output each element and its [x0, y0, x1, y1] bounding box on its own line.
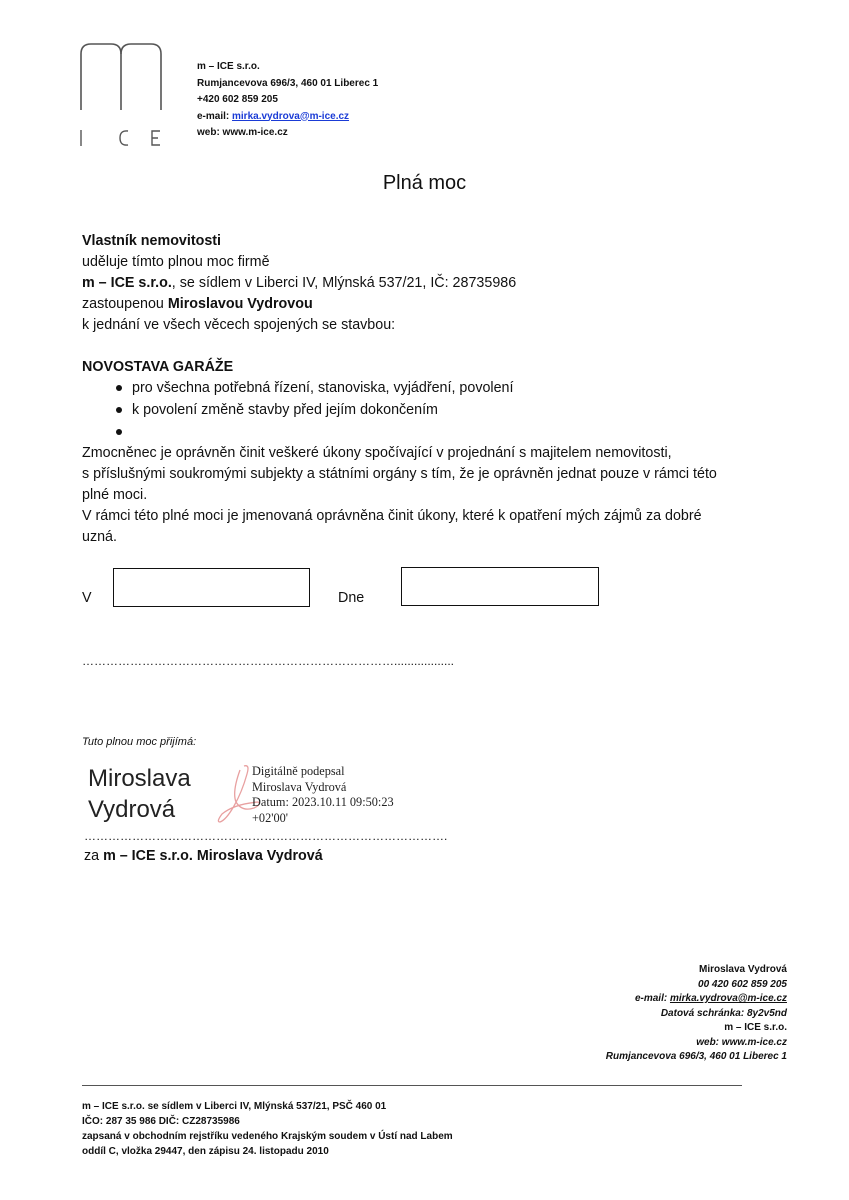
- contact-company: m – ICE s.r.o.: [724, 1022, 787, 1033]
- signed-by-prefix: za: [84, 848, 104, 864]
- footer-line: zapsaná v obchodním rejstříku vedeného Krajským soudem v Ústí nad Labem: [82, 1131, 453, 1142]
- footer-divider: [82, 1085, 742, 1086]
- represented-prefix: zastoupenou: [82, 296, 168, 312]
- footer-line: m – ICE s.r.o. se sídlem v Liberci IV, Mlýnská 537/21, PSČ 460 01: [82, 1101, 387, 1112]
- signature-detail-line: Digitálně podepsal: [252, 764, 345, 778]
- represented-name: Miroslavou Vydrovou: [167, 296, 313, 312]
- header-email-label: e-mail:: [197, 110, 233, 122]
- header-contact: [197, 59, 378, 142]
- paragraph-line: V rámci této plné moci je jmenovaná oprávněna činit úkony, které k opatření mých zájmů za dobré: [82, 508, 702, 524]
- signer-first-name: Miroslava: [88, 765, 191, 792]
- represented-line: [82, 294, 802, 315]
- document-title: Plná moc: [382, 172, 467, 194]
- contact-web: web: www.m-ice.cz: [696, 1036, 787, 1048]
- paragraph-line: plné moci.: [82, 487, 148, 503]
- signer-last-name: Vydrová: [88, 796, 176, 823]
- contact-phone: 00 420 602 859 205: [698, 978, 787, 990]
- list-item-text: pro všechna potřebná řízení, stanoviska, vyjádření, povolení: [132, 380, 514, 396]
- header-web: web: www.m-ice.cz: [197, 127, 288, 138]
- place-field[interactable]: [113, 568, 310, 607]
- signature-line-agent: ……………………………………………………………………………….: [84, 829, 448, 843]
- signature-line-owner: ……………………………………………………………………..................: [82, 654, 455, 668]
- footer-line: oddíl C, vložka 29447, den zápisu 24. listopadu 2010: [82, 1146, 329, 1157]
- header-company: m – ICE s.r.o.: [197, 61, 260, 72]
- header-email-row: [197, 109, 378, 126]
- place-label: V: [82, 590, 92, 606]
- list-item: [116, 377, 513, 399]
- intro-line-2: uděluje tímto plnou moc firmě: [82, 254, 270, 270]
- acceptance-label: Tuto plnou moc přijímá:: [82, 736, 197, 748]
- project-heading: NOVOSTAVA GARÁŽE: [82, 359, 234, 375]
- signature-detail-line: Datum: 2023.10.11 09:50:23: [252, 795, 394, 809]
- date-label: Dne: [338, 590, 365, 606]
- contact-address: Rumjancevova 696/3, 460 01 Liberec 1: [605, 1051, 787, 1062]
- contact-name: Miroslava Vydrová: [698, 964, 787, 975]
- signature-detail-line: Miroslava Vydrová: [252, 779, 347, 794]
- signature-detail-line: +02'00': [252, 810, 288, 825]
- paragraph-line: s příslušnými soukromými subjekty a státními orgány s tím, že je oprávněn jednat pouze v rámci této: [82, 466, 717, 482]
- contact-block: [606, 963, 787, 1065]
- company-details: , se sídlem v Liberci IV, Mlýnská 537/21, IČ: 28735986: [171, 275, 517, 291]
- signed-by: [84, 848, 323, 864]
- list-item: [116, 421, 513, 443]
- intro-block: [82, 231, 802, 378]
- header-phone: +420 602 859 205: [197, 94, 278, 105]
- header-address: Rumjancevova 696/3, 460 01 Liberec 1: [197, 77, 379, 89]
- bullet-icon: [116, 407, 122, 413]
- list-item: [116, 399, 513, 421]
- footer: [82, 1099, 453, 1159]
- contact-email-row: [606, 992, 787, 1007]
- header-email-link[interactable]: mirka.vydrova@m-ice.cz: [232, 110, 350, 122]
- authorization-paragraph: [82, 443, 812, 548]
- owner-heading: Vlastník nemovitosti: [82, 233, 222, 249]
- contact-email-label: e-mail:: [634, 993, 670, 1004]
- paragraph-line: Zmocněnec je oprávněn činit veškeré úkony spočívající v projednání s majitelem nemovitosti,: [82, 445, 672, 461]
- intro-line-5: k jednání ve všech věcech spojených se stavbou:: [82, 317, 396, 333]
- list-item-text: k povolení změně stavby před jejím dokončením: [132, 402, 438, 418]
- contact-email-link[interactable]: mirka.vydrova@m-ice.cz: [669, 993, 787, 1004]
- contact-databox: Datová schránka: 8y2v5nd: [660, 1007, 787, 1019]
- paragraph-line: uzná.: [82, 529, 117, 545]
- signed-by-name: m – ICE s.r.o. Miroslava Vydrová: [103, 848, 323, 864]
- footer-line: IČO: 287 35 986 DIČ: CZ28735986: [82, 1116, 240, 1127]
- company-line: [82, 273, 802, 294]
- signature-details: [252, 764, 394, 826]
- company-name: m – ICE s.r.o.: [82, 275, 172, 291]
- company-logo: [80, 42, 164, 152]
- blank-row: [82, 336, 802, 357]
- scope-list: [116, 377, 513, 443]
- bullet-icon: [116, 429, 122, 435]
- signer-name: [88, 763, 191, 825]
- bullet-icon: [116, 385, 122, 391]
- date-field[interactable]: [401, 567, 599, 606]
